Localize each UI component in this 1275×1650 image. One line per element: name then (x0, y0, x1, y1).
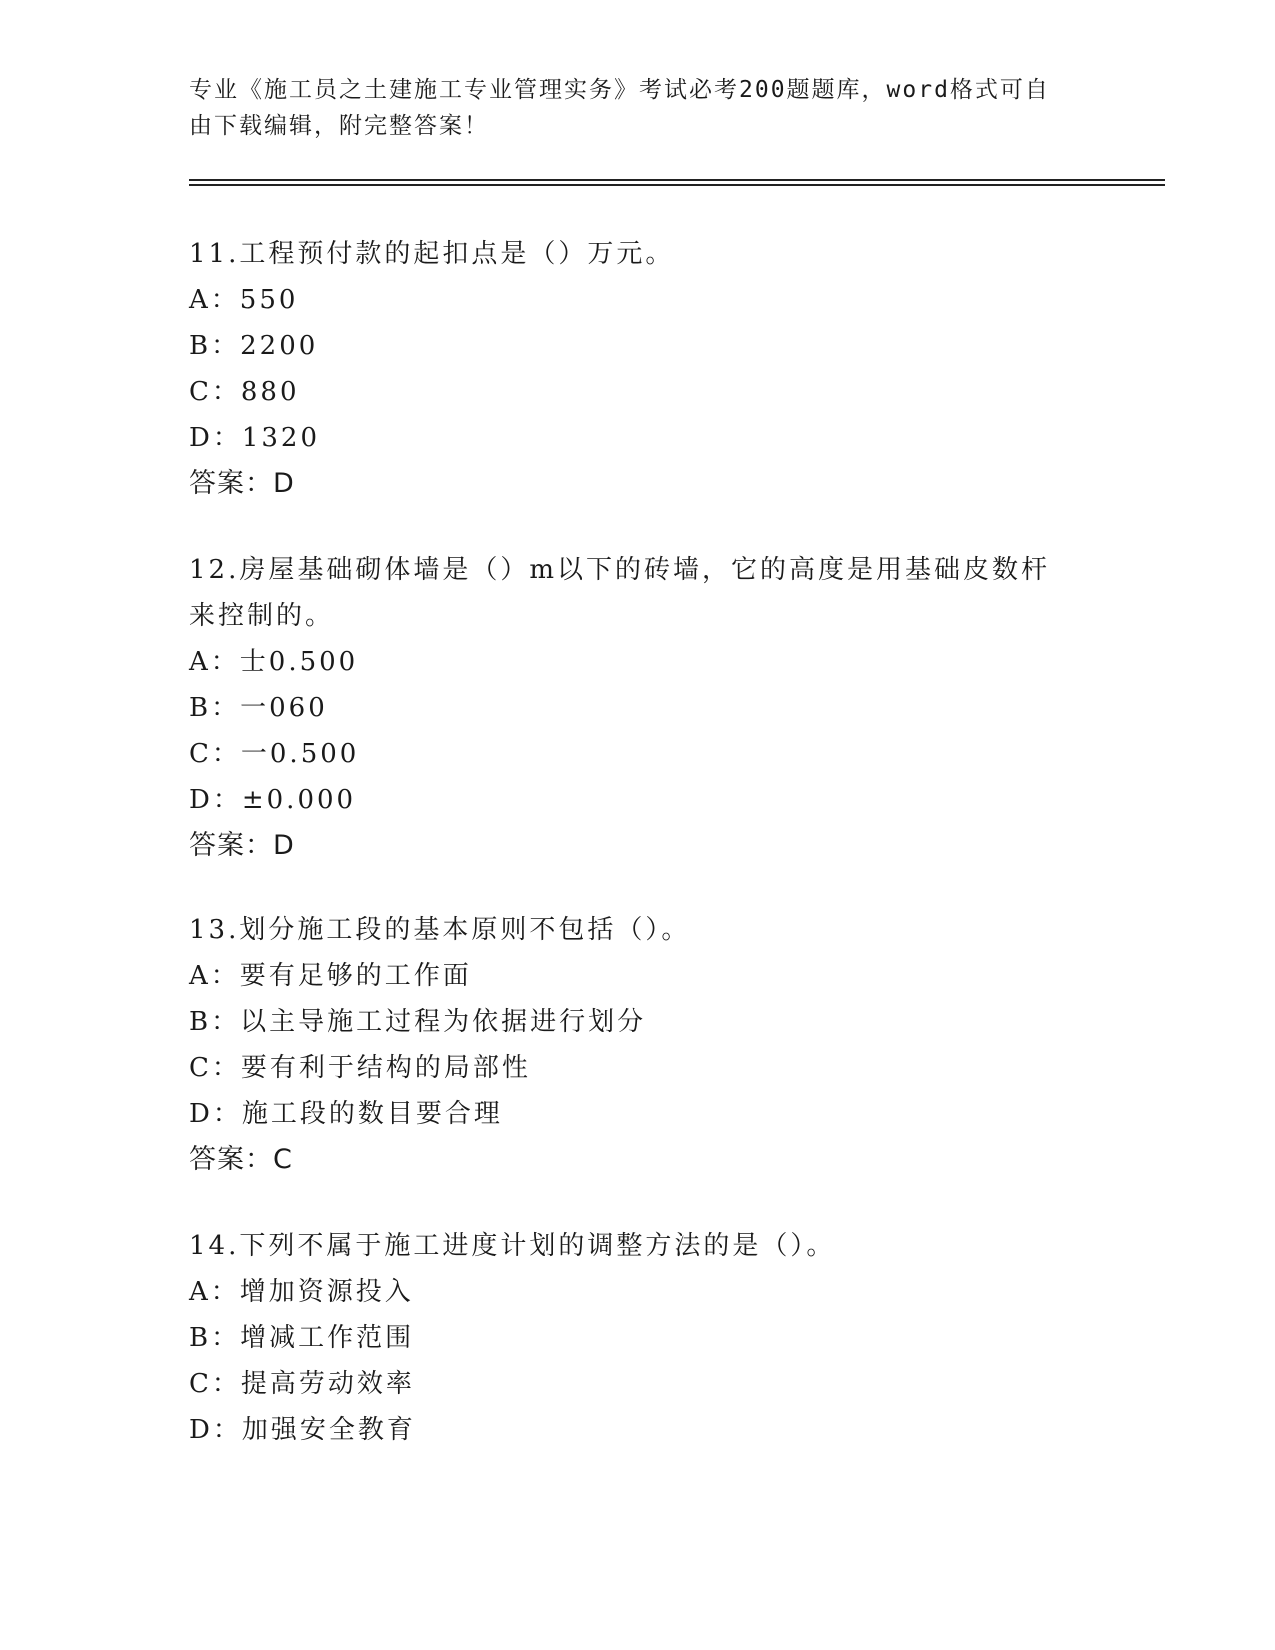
option-b: B：增减工作范围 (189, 1323, 415, 1353)
option-d: D：1320 (189, 423, 321, 453)
question-14 (189, 1223, 1089, 1453)
answer-line: 答案：D (189, 830, 295, 861)
option-a: A：要有足够的工作面 (189, 961, 472, 991)
header-divider-bottom (189, 184, 1165, 186)
option-a: A：增加资源投入 (189, 1277, 414, 1307)
answer-line: 答案：D (189, 468, 295, 499)
option-c: C：一0.500 (189, 739, 360, 769)
option-d: D：加强安全教育 (189, 1415, 416, 1445)
question-title: 13.划分施工段的基本原则不包括（）。 (189, 915, 691, 945)
option-a: A：士0.500 (189, 647, 359, 677)
document-header: 专业《施工员之土建施工专业管理实务》考试必考200题题库，word格式可自由下载编辑，附完整答案！ (189, 77, 1050, 139)
answer-line: 答案：C (189, 1144, 293, 1175)
option-d: D：施工段的数目要合理 (189, 1099, 503, 1129)
question-title: 11.工程预付款的起扣点是（）万元。 (189, 239, 675, 269)
question-11 (189, 231, 1089, 507)
question-12 (189, 547, 1089, 869)
option-a: A：550 (189, 285, 299, 315)
option-c: C：提高劳动效率 (189, 1369, 415, 1399)
option-c: C：要有利于结构的局部性 (189, 1053, 531, 1083)
option-b: B：以主导施工过程为依据进行划分 (189, 1007, 647, 1037)
question-title: 14.下列不属于施工进度计划的调整方法的是（）。 (189, 1231, 836, 1261)
option-c: C：880 (189, 377, 300, 407)
option-b: B：一060 (189, 693, 328, 723)
option-d: D：±0.000 (189, 785, 357, 815)
header-divider-top (189, 179, 1165, 181)
option-b: B：2200 (189, 331, 319, 361)
question-13 (189, 907, 1089, 1183)
question-title: 12.房屋基础砌体墙是（）m以下的砖墙，它的高度是用基础皮数杆来控制的。 (189, 555, 1051, 631)
